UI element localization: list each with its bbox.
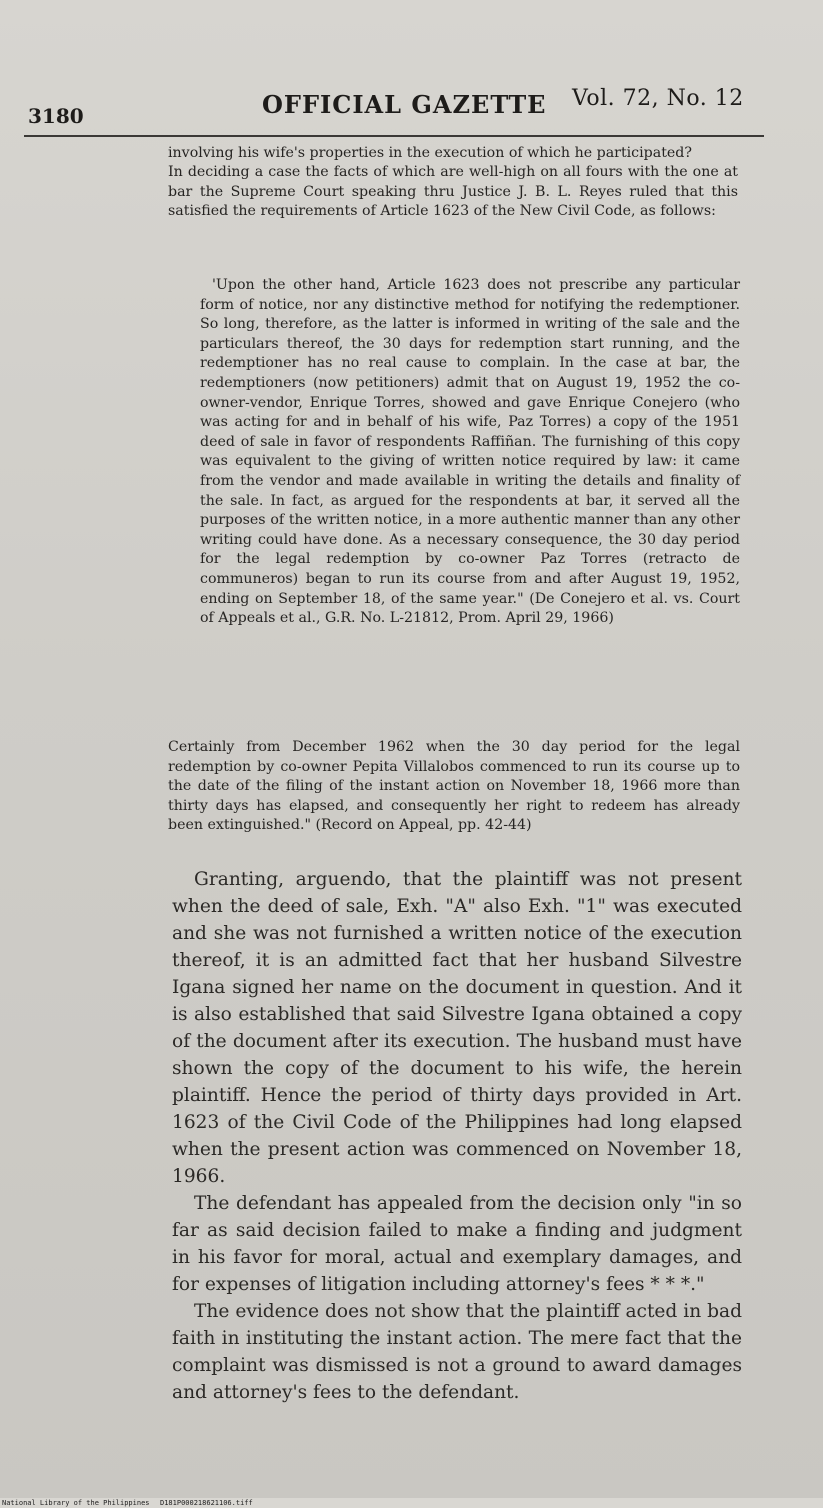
- library-credit: National Library of the Philippines: [2, 1499, 150, 1507]
- file-id: D181P000218621106.tiff: [160, 1499, 253, 1507]
- continuation-paragraph: Certainly from December 1962 when the 30 day period for the legal redemption by co-owner Pepita Villalobos commenced to run its course up to the date of the filing of the instant action on November 18, 1966 more than thirty days has elapsed, and consequently her right to redeem has already been extinguished." (Record on Appeal, pp. 42-44): [168, 739, 740, 834]
- continuation-section: [168, 738, 740, 836]
- intro-paragraph: In deciding a case the facts of which are well-high on all fours with the one at bar the Supreme Court speaking thru Justice J. B. L. Reyes ruled that this satisfied the requirements of Article 1623 of the New Civil Code, as follows:: [168, 164, 738, 220]
- intro-section: [168, 144, 738, 222]
- body-paragraph: Granting, arguendo, that the plaintiff was not present when the deed of sale, Exh. "A" also Exh. "1" was executed and she was not furnished a written notice of the execution thereof, it is an admitted fact that her husband Silvestre Igana signed her name on the document in question. And it is also established that said Silvestre Igana obtained a copy of the document after its execution. The husband must have shown the copy of the document to his wife, the herein plaintiff. Hence the period of thirty days provided in Art. 1623 of the Civil Code of the Philippines had long elapsed when the present action was commenced on November 18, 1966.: [172, 869, 742, 1187]
- header-rule: [24, 135, 764, 137]
- volume-number: Vol. 72, No. 12: [572, 86, 744, 111]
- publication-title: OFFICIAL GAZETTE: [262, 90, 547, 119]
- page-number: 3180: [28, 104, 84, 128]
- intro-paragraph: involving his wife's properties in the execution of which he participated?: [168, 145, 692, 161]
- scan-footer: [0, 1498, 823, 1508]
- body-paragraph: The defendant has appealed from the decision only "in so far as said decision failed to make a finding and judgment in his favor for moral, actual and exemplary damages, and for expenses of litigation including attorney's fees * * *.": [172, 1193, 742, 1295]
- quote-paragraph: 'Upon the other hand, Article 1623 does not prescribe any particular form of notice, nor any distinctive method for notifying the redemptioner. So long, therefore, as the latter is informed in writing of the sale and the particulars thereof, the 30 days for redemption start running, and the redemptioner has no real cause to complain. In the case at bar, the redemptioners (now petitioners) admit that on August 19, 1952 the co-owner-vendor, Enrique Torres, showed and gave Enrique Conejero (who was acting for and in behalf of his wife, Paz Torres) a copy of the 1951 deed of sale in favor of respondents Raffiñan. The furnishing of this copy was equivalent to the giving of written notice required by law: it came from the vendor and made available in writing the details and finality of the sale. In fact, as argued for the respondents at bar, it served all the purposes of the written notice, in a more authentic manner than any other writing could have done. As a necessary consequence, the 30 day period for the legal redemption by co-owner Paz Torres (retracto de communeros) began to run its course from and after August 19, 1952, ending on September 18, of the same year." (De Conejero et al. vs. Court of Appeals et al., G.R. No. L-21812, Prom. April 29, 1966): [200, 277, 740, 627]
- body-paragraph: The evidence does not show that the plaintiff acted in bad faith in instituting the instant action. The mere fact that the complaint was dismissed is not a ground to award damages and attorney's fees to the defendant.: [172, 1301, 742, 1403]
- block-quote: [200, 276, 740, 629]
- decision-body: [172, 866, 742, 1406]
